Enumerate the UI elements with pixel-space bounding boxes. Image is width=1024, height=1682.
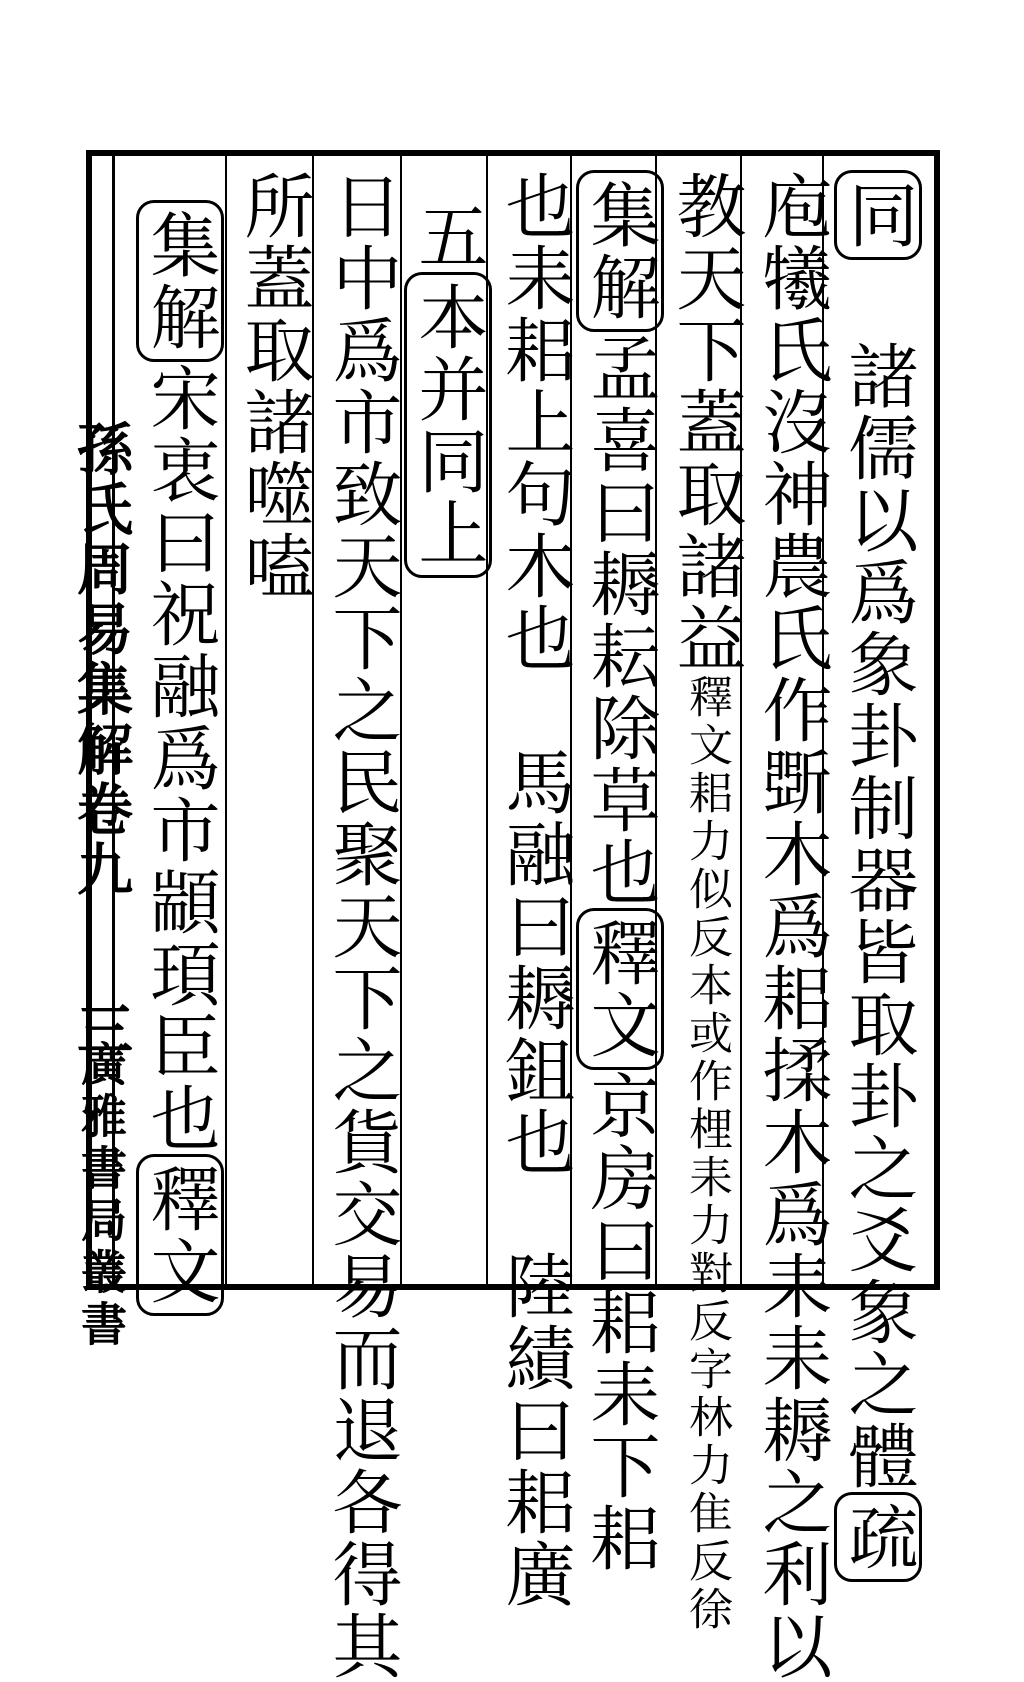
column-text: 庖犧氏沒神農氏作斲木爲耜揉木爲耒耒耨之利以 — [751, 170, 833, 1682]
text-column-9 — [140, 200, 220, 1310]
text-column-1 — [837, 170, 919, 1573]
column-text: 京房曰耜耒下耜 — [579, 1070, 661, 1574]
annotation-mark: 本并同上 — [404, 272, 492, 578]
column-text: 日中爲市致天下之民聚天下之貨交易而退各得其 — [321, 170, 403, 1682]
text-column-4 — [579, 170, 661, 1574]
column-text: 諸儒以爲象卦制器皆取卦之爻象之體 — [837, 340, 919, 1492]
frame-right-border — [934, 150, 940, 1290]
frame-top-border — [86, 150, 940, 156]
text-column-2 — [751, 170, 833, 1682]
column-text: 也耒耜上句木也 馬融曰耨鉏也 陸績曰耜廣 — [494, 170, 576, 1610]
annotation-mark: 疏 — [834, 1492, 922, 1582]
spine-title: 孫氏周易集解卷九 — [68, 420, 134, 900]
annotation-mark: 釋文 — [136, 1154, 224, 1316]
text-column-6 — [408, 200, 488, 1310]
column-text: 宋衷曰祝融爲市顓頊臣也 — [139, 362, 221, 1154]
column-text: 所蓋取諸噬嗑 — [233, 170, 315, 602]
annotation-mark: 集解 — [576, 170, 664, 332]
publisher-imprint: 廣雅書局叢書 — [74, 1040, 128, 1352]
text-column-5 — [494, 170, 576, 1610]
interlinear-note: 釋文耜力似反本或作梩耒力對反字林力隹反徐 — [681, 674, 732, 1634]
column-rule — [225, 156, 227, 1284]
column-text: 五 — [407, 200, 489, 272]
text-column-7 — [321, 170, 403, 1682]
column-text: 教天下蓋取諸益 — [665, 170, 747, 674]
annotation-mark: 集解 — [136, 200, 224, 362]
annotation-mark: 同 — [834, 170, 922, 260]
text-column-3 — [665, 170, 747, 1634]
annotation-mark: 釋文 — [576, 908, 664, 1070]
column-text: 孟喜曰耨耘除草也 — [579, 332, 661, 908]
text-column-8 — [234, 170, 314, 1280]
page-number: 三 — [68, 1000, 134, 1056]
